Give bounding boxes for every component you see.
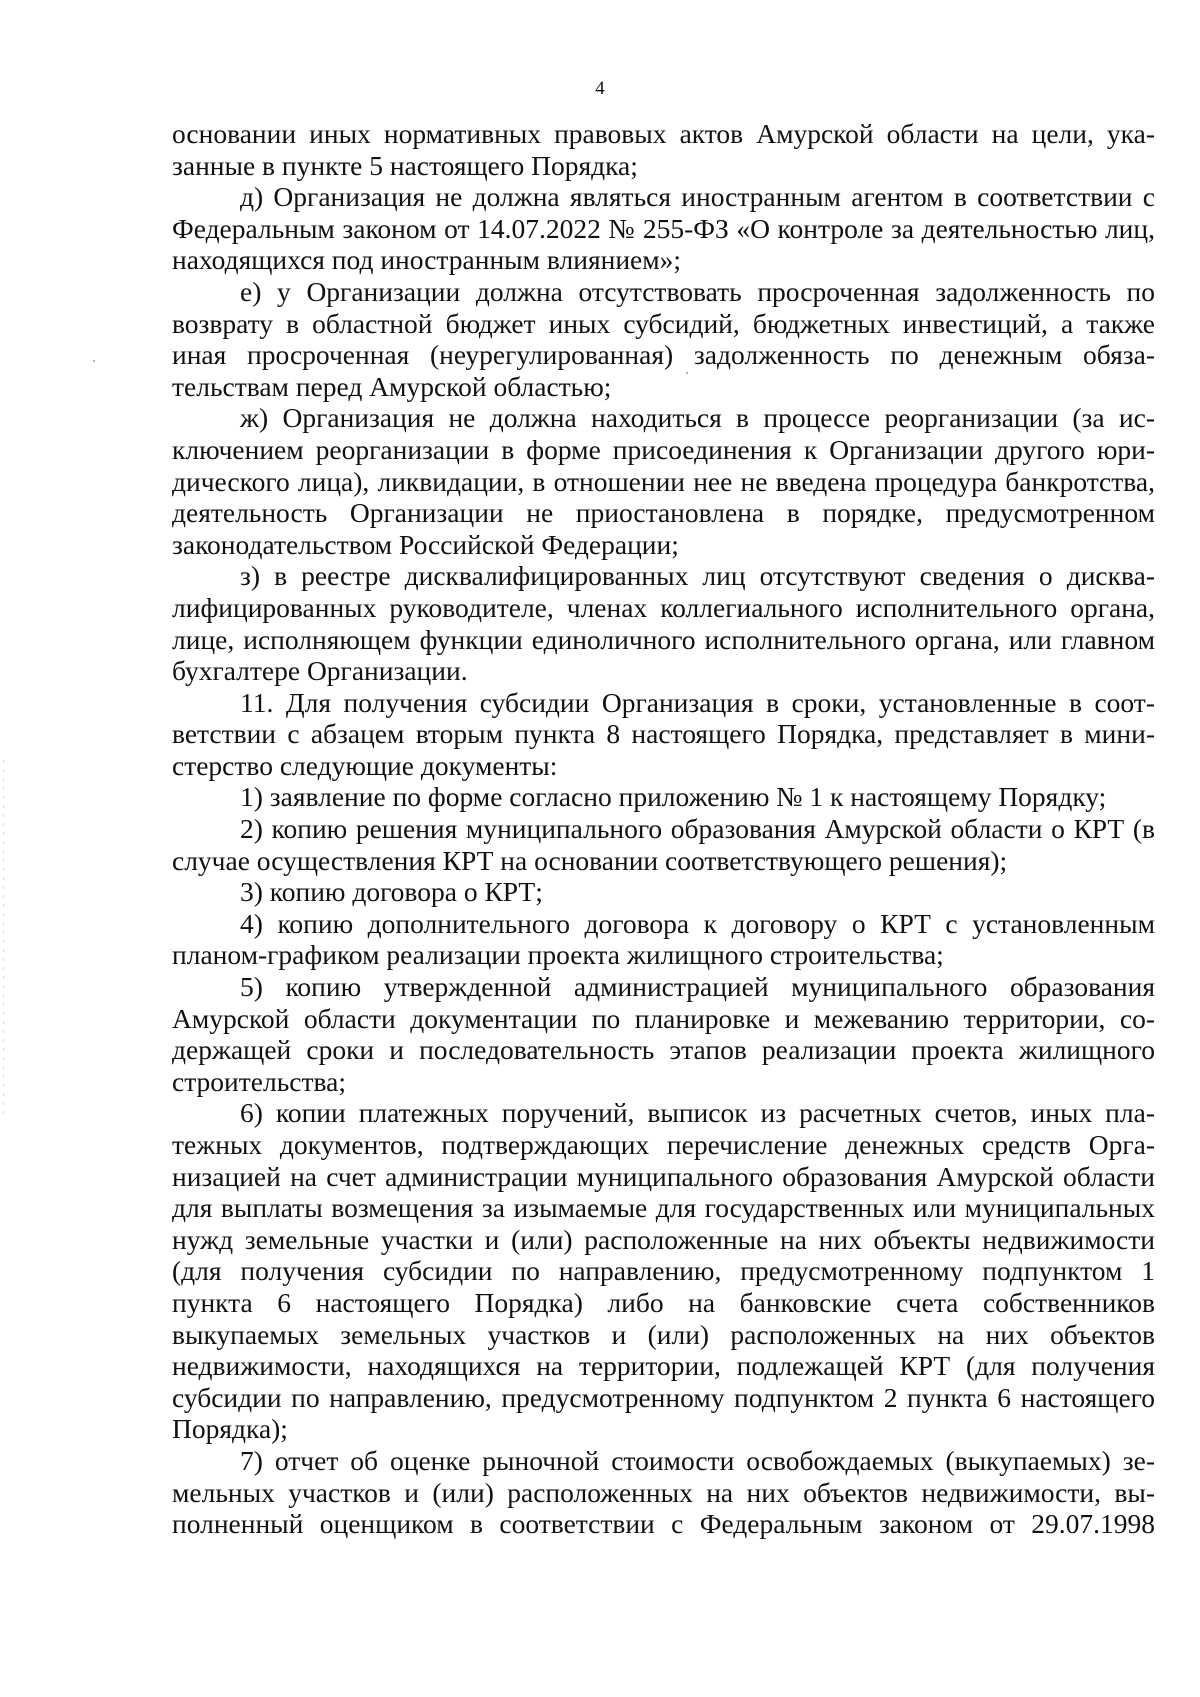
- scan-dust-mark: [93, 360, 95, 362]
- paragraph-item-z: з) в реестре дисквалифицированных лиц отсутствуют сведения о дисквалифицированных руководителе, членах коллегиального исполнительного органа, лице, исполняющем функции единоличного исполнительного органа, или главном бухгалтере Организации.: [172, 560, 1155, 687]
- paragraph-item-zh: ж) Организация не должна находиться в процессе реорганизации (за исключением реорганизации в форме присоединения к Организации другого юридического лица), ликвидации, в отношении нее не введена процедура банкротства, деятельность Организации не приостановлена в порядке, предусмотренном законодательством Российской Федерации;: [172, 402, 1155, 560]
- paragraph-clause-11: 11. Для получения субсидии Организация в сроки, установленные в соответствии с абзацем вторым пункта 8 настоящего Порядка, представляет в министерство следующие документы:: [172, 686, 1155, 781]
- list-item-6: 6) копии платежных поручений, выписок из расчетных счетов, иных платежных документов, подтверждающих перечисление денежных средств Организацией на счет администрации муниципального образования Амурской области для выплаты возмещения за изымаемые для государственных или муниципальных нужд земельные участки и (или) расположенные на них объекты недвижимости (для получения субсидии по направлению, предусмотренному подпунктом 1 пункта 6 настоящего Порядка) либо на банковские счета собственников выкупаемых земельных участков и (или) расположенных на них объектов недвижимости, находящихся на территории, подлежащей КРТ (для получения субсидии по направлению, предусмотренному подпунктом 2 пункта 6 настоящего Порядка);: [172, 1097, 1155, 1445]
- list-item-2: 2) копию решения муниципального образования Амурской области о КРТ (в случае осуществления КРТ на основании соответствующего решения);: [172, 813, 1155, 876]
- list-item-7: 7) отчет об оценке рыночной стоимости освобождаемых (выкупаемых) земельных участков и (или) расположенных на них объектов недвижимости, выполненный оценщиком в соответствии с Федеральным законом от 29.07.1998: [172, 1444, 1155, 1540]
- list-item-4: 4) копию дополнительного договора к договору о КРТ с установленным планом-графиком реализации проекта жилищного строительства;: [172, 907, 1155, 971]
- document-body: [172, 118, 1155, 1540]
- list-item-3: 3) копию договора о КРТ;: [240, 876, 543, 908]
- scan-edge-artifact: [3, 760, 4, 1120]
- paragraph-continuation: основании иных нормативных правовых актов Амурской области на цели, указанные в пункте 5 настоящего Порядка;: [172, 118, 1155, 181]
- page-number: 4: [595, 78, 605, 99]
- paragraph-item-e: е) у Организации должна отсутствовать просроченная задолженность по возврату в областной бюджет иных субсидий, бюджетных инвестиций, а также иная просроченная (неурегулированная) задолженность по денежным обязательствам перед Амурской областью;: [172, 275, 1155, 402]
- list-item-5: 5) копию утвержденной администрацией муниципального образования Амурской области документации по планировке и межеванию территории, содержащей сроки и последовательность этапов реализации проекта жилищного строительства;: [172, 971, 1155, 1097]
- list-item-1: 1) заявление по форме согласно приложению № 1 к настоящему Порядку;: [240, 781, 1107, 813]
- paragraph-item-d: д) Организация не должна являться иностранным агентом в соответствии с Федеральным законом от 14.07.2022 № 255-ФЗ «О контроле за деятельностью лиц, находящихся под иностранным влиянием»;: [172, 181, 1155, 276]
